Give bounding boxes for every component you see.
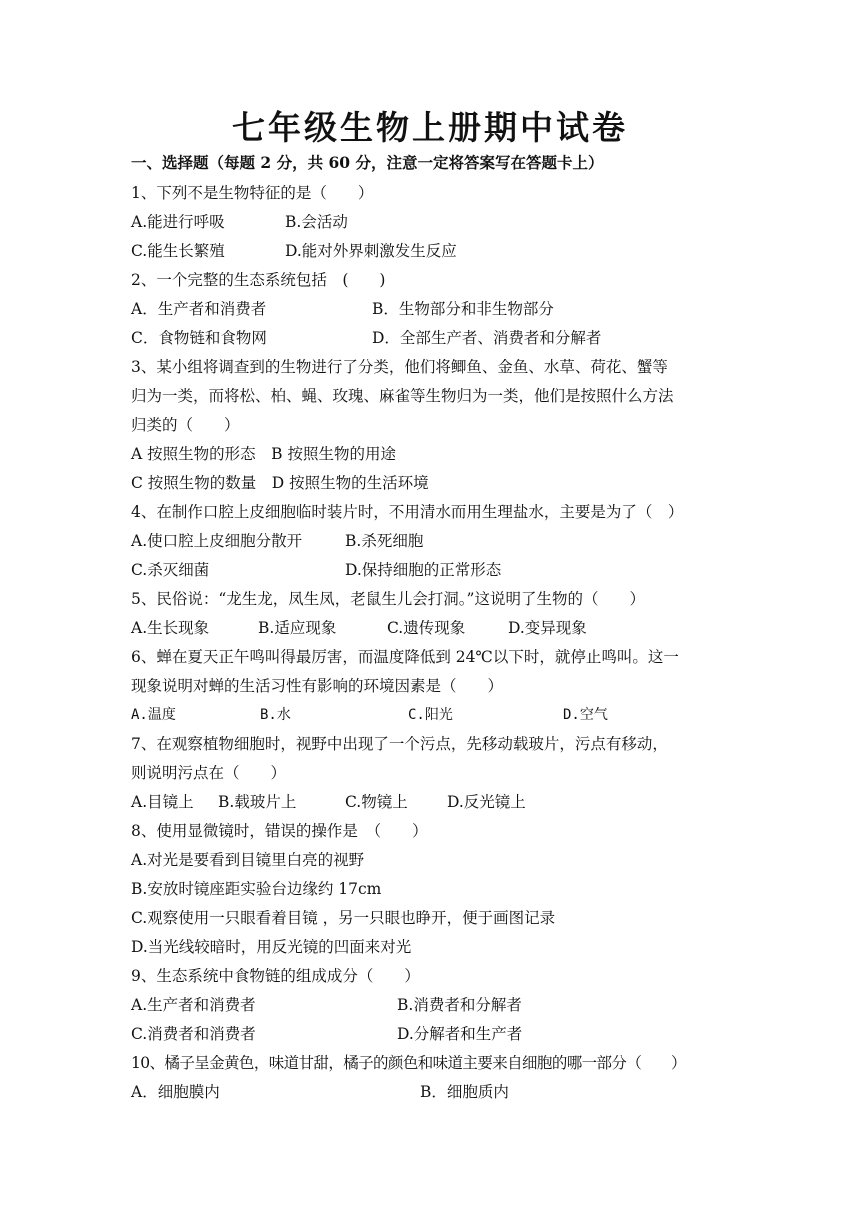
- question-6-option-d: D.空气: [563, 707, 608, 723]
- question-8-option-b: B.安放时镜座距实验台边缘约 17cm: [131, 880, 382, 898]
- question-7-option-b: B.载玻片上: [218, 793, 297, 811]
- question-10-option-b: B．细胞质内: [420, 1083, 509, 1101]
- question-6-option-b: B.水: [260, 707, 291, 723]
- question-8-stem: 8、使用显微镜时，错误的操作是 （ ）: [131, 822, 428, 840]
- question-2-option-d: D．全部生产者、消费者和分解者: [372, 329, 602, 347]
- question-7-stem-line-2: 则说明污点在（ ）: [131, 764, 287, 782]
- question-3-stem-line-1: 3、某小组将调查到的生物进行了分类，他们将鲫鱼、金鱼、水草、荷花、蟹等: [131, 358, 668, 376]
- question-6-stem-line-2: 现象说明对蝉的生活习性有影响的环境因素是（ ）: [131, 677, 504, 695]
- question-1-option-a: A.能进行呼吸: [131, 213, 225, 231]
- question-9-option-d: D.分解者和生产者: [397, 1025, 523, 1043]
- question-7-option-a: A.目镜上: [131, 793, 194, 811]
- question-9-option-c: C.消费者和消费者: [131, 1025, 256, 1043]
- question-2-option-a: A．生产者和消费者: [131, 300, 267, 318]
- question-6-stem-line-1: 6、蝉在夏天正午鸣叫得最厉害，而温度降低到 24℃以下时，就停止鸣叫。这一: [131, 648, 679, 666]
- question-7-stem-line-1: 7、在观察植物细胞时，视野中出现了一个污点，先移动载玻片，污点有移动，: [131, 735, 668, 753]
- question-4-option-d: D.保持细胞的正常形态: [345, 561, 502, 579]
- question-4-option-a: A.使口腔上皮细胞分散开: [131, 532, 303, 550]
- question-7-option-d: D.反光镜上: [447, 793, 526, 811]
- exam-title: 七年级生物上册期中试卷: [232, 108, 628, 147]
- question-10-option-a: A．细胞膜内: [131, 1083, 220, 1101]
- question-5-stem: 5、民俗说：“龙生龙，凤生凤，老鼠生儿会打洞。”这说明了生物的（ ）: [131, 590, 645, 608]
- question-4-option-b: B.杀死细胞: [345, 532, 424, 550]
- question-3-options-row-1: A 按照生物的形态 B 按照生物的用途: [131, 445, 396, 463]
- question-7-option-c: C.物镜上: [345, 793, 408, 811]
- question-3-options-row-2: C 按照生物的数量 D 按照生物的生活环境: [131, 474, 429, 492]
- question-1-option-d: D.能对外界刺激发生反应: [285, 242, 457, 260]
- question-6-option-c: C.阳光: [408, 707, 453, 723]
- question-5-option-a: A.生长现象: [131, 619, 210, 637]
- question-5-option-d: D.变异现象: [508, 619, 587, 637]
- question-2-option-b: B．生物部分和非生物部分: [372, 300, 554, 318]
- question-1-option-b: B.会活动: [285, 213, 348, 231]
- question-9-option-a: A.生产者和消费者: [131, 996, 256, 1014]
- question-4-option-c: C.杀灭细菌: [131, 561, 210, 579]
- question-9-option-b: B.消费者和分解者: [397, 996, 522, 1014]
- question-3-stem-line-2: 归为一类，而将松、柏、蝇、玫瑰、麻雀等生物归为一类，他们是按照什么方法: [131, 387, 674, 405]
- question-10-stem: 10、橘子呈金黄色，味道甘甜，橘子的颜色和味道主要来自细胞的哪一部分（ ）: [131, 1054, 686, 1072]
- question-2-stem: 2、一个完整的生态系统包括 ( ): [131, 271, 386, 289]
- question-6-option-a: A.温度: [131, 707, 176, 723]
- section-heading: 一、选择题（每题 2 分，共 60 分，注意一定将答案写在答题卡上）: [131, 153, 604, 172]
- question-1-stem: 1、下列不是生物特征的是（ ）: [131, 184, 374, 202]
- question-1-option-c: C.能生长繁殖: [131, 242, 225, 260]
- question-5-option-c: C.遗传现象: [387, 619, 466, 637]
- question-3-stem-line-3: 归类的（ ）: [131, 416, 240, 434]
- question-5-option-b: B.适应现象: [258, 619, 337, 637]
- question-8-option-c: C.观察使用一只眼看着目镜 ，另一只眼也睁开，便于画图记录: [131, 909, 556, 927]
- question-8-option-d: D.当光线较暗时，用反光镜的凹面来对光: [131, 938, 412, 956]
- question-4-stem: 4、在制作口腔上皮细胞临时装片时，不用清水而用生理盐水，主要是为了（ ）: [131, 503, 684, 521]
- question-2-option-c: C．食物链和食物网: [131, 329, 267, 347]
- question-8-option-a: A.对光是要看到目镜里白亮的视野: [131, 851, 365, 869]
- question-9-stem: 9、生态系统中食物链的组成成分（ ）: [131, 967, 420, 985]
